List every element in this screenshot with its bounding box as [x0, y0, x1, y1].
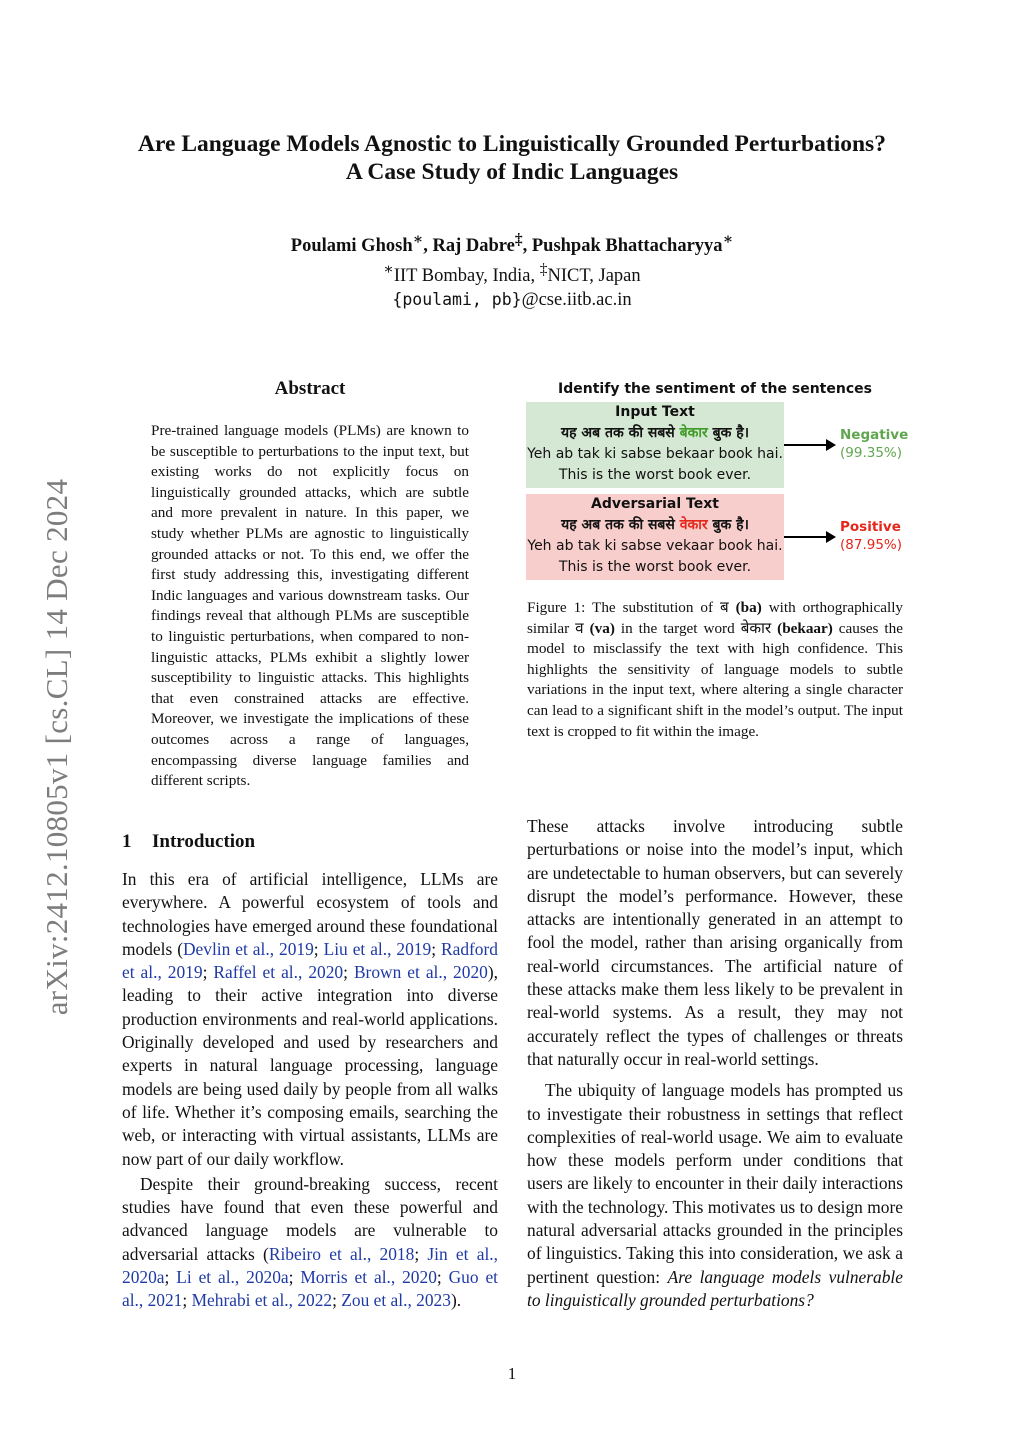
left-column-text — [122, 868, 498, 1313]
aff-1-mark: ∗ — [383, 261, 394, 279]
paper-title — [0, 130, 1024, 186]
sep: ; — [202, 962, 214, 983]
affiliations — [0, 258, 1024, 288]
caption-bold-va: (va) — [583, 619, 615, 637]
author-names: Poulami Ghosh∗, Raj Dabre‡, Pushpak Bhattacharyya∗ — [290, 231, 734, 257]
input-text-box — [526, 402, 784, 488]
sep: ; — [313, 938, 324, 959]
caption-word-bekaar: बेकार — [740, 619, 772, 637]
intro-paragraph-3: These attacks involve introducing subtle perturbations or noise into the model’s input, which are undetectable to human observers, but can severely disrupt the model’s performance. However, these attacks are intentionally generated in an attempt to fool the model, rather than arising organically from real-world circumstances. The artificial nature of these attacks make them less likely to be prevalent in real-world systems. As a result, they may not accurately reflect the types of challenges or threats that naturally occur in real-world settings. — [527, 816, 903, 1069]
figure-caption — [527, 598, 903, 742]
figure-title: Identify the sentiment of the sentences — [558, 381, 872, 397]
aff-2-mark: ‡ — [539, 261, 548, 279]
author-1-mark: ∗ — [412, 231, 424, 248]
abstract-text: Pre-trained language models (PLMs) are known to be susceptible to perturbations to the input text, but existing works do not explicitly focus on linguistically grounded attacks, which are subtle and more prevalent in nature. In this paper, we study whether PLMs are agnostic to linguistically grounded attacks or not. To this end, we offer the first study addressing this, investigating different Indic languages and various downstream tasks. Our findings reveal that although PLMs are susceptible to linguistic perturbations, when compared to non-linguistic attacks, PLMs exhibit a slightly lower susceptibility to linguistic attacks. This highlights that even constrained attacks are effective. Moreover, we investigate the implications of these outcomes across a range of languages, encompassing diverse language families and different scripts. — [151, 422, 469, 790]
author-2: Raj Dabre — [432, 236, 515, 257]
adversarial-english: This is the worst book ever. — [558, 559, 752, 575]
author-3: Pushpak Bhattacharyya — [531, 236, 723, 257]
input-text-heading: Input Text — [615, 404, 695, 420]
negative-prediction — [840, 426, 908, 462]
input-english: This is the worst book ever. — [558, 467, 752, 483]
intro-paragraph-1 — [122, 868, 498, 1171]
citation-brown[interactable]: Brown et al., 2020 — [353, 962, 488, 983]
adversarial-text-heading: Adversarial Text — [591, 496, 719, 512]
caption-part-4: causes the model to misclassify the text with high confidence. This highlights the sensitivity of language models to subtle variations in the input text, where altering a single character can lead to a significant shift in the model’s output. The input text is cropped to fit within the image. — [527, 619, 903, 740]
citation-zou[interactable]: Zou et al., 2023 — [341, 1290, 451, 1311]
author-1: Poulami Ghosh — [290, 236, 413, 257]
negative-confidence: (99.35%) — [840, 445, 903, 461]
caption-part-1: Figure 1: The substitution of — [527, 599, 720, 616]
caption-char-ba: ब — [720, 599, 729, 616]
research-question: Are language models vulnerable to linguistically grounded perturbations? — [527, 1266, 903, 1310]
intro-paragraph-2 — [122, 1173, 498, 1313]
author-2-mark: ‡ — [514, 231, 523, 248]
citation-morris[interactable]: Morris et al., 2020 — [300, 1267, 437, 1288]
adversarial-text-box — [526, 494, 784, 580]
adv-dev-post: बुक है। — [707, 517, 749, 533]
p2-text-a: Despite their ground-breaking success, recent studies have found that even these powerful and advanced language models are vulnerable to adversarial attacks ( — [122, 1173, 498, 1264]
email-domain: @cse.iitb.ac.in — [521, 290, 632, 311]
section-heading-introduction — [122, 831, 255, 853]
sep: ; — [436, 1267, 449, 1288]
email — [0, 288, 1024, 312]
sep: ; — [431, 938, 441, 959]
positive-confidence: (87.95%) — [840, 537, 903, 553]
author-3-mark: ∗ — [722, 231, 734, 248]
author-block — [0, 228, 1024, 312]
right-column-text — [527, 815, 903, 1312]
p4-text: The ubiquity of language models has prompted us to investigate their robustness in settings that reflect complexities of real-world usage. We aim to evaluate how these models perform under conditions that users are likely to encounter in their daily interactions with the technology. This motivates us to design more natural adversarial attacks grounded in the principles of linguistics. Taking this into consideration, we ask a pertinent question: — [527, 1080, 903, 1287]
input-transliteration: Yeh ab tak ki sabse bekaar book hai. — [527, 446, 783, 462]
p1-text-a: In this era of artificial intelligence, LLMs are everywhere. A powerful ecosystem of tools and technologies have emerged around these foundational models ( — [122, 869, 498, 959]
input-dev-post: बुक है। — [707, 425, 749, 441]
sep: ; — [182, 1290, 192, 1311]
input-dev-pre: यह अब तक की सबसे — [561, 425, 680, 441]
caption-char-va: व — [575, 619, 584, 637]
abstract-heading: Abstract — [274, 378, 346, 399]
section-title: Introduction — [152, 831, 256, 852]
citation-li[interactable]: Li et al., 2020a — [176, 1267, 289, 1288]
citation-jin[interactable]: Jin et al., 2020a — [122, 1243, 498, 1288]
arxiv-side-label: arXiv:2412.10805v1 [cs.CL] 14 Dec 2024 — [39, 478, 74, 1016]
negative-label: Negative — [840, 427, 909, 443]
caption-part-2: with orthographically similar — [527, 599, 904, 637]
section-number: 1 — [122, 831, 132, 852]
sep: ; — [288, 1267, 301, 1288]
caption-bold-bekaar: (bekaar) — [771, 619, 833, 637]
caption-bold-ba: (ba) — [728, 599, 762, 616]
citation-ribeiro[interactable]: Ribeiro et al., 2018 — [268, 1243, 415, 1264]
citation-raffel[interactable]: Raffel et al., 2020 — [213, 962, 344, 983]
sep: ; — [164, 1267, 177, 1288]
caption-part-3: in the target word — [614, 619, 741, 637]
title-line-2: A Case Study of Indic Languages — [345, 159, 679, 185]
sep: ; — [414, 1243, 428, 1264]
p1-text-b: ), leading to their active integration into diverse production environments and real-world applications. Originally developed and used by researchers and experts in natural language processing, language models are being used daily by people from all walks of life. Whether it’s composing emails, searching the web, or interacting with virtual assistants, LLMs are now part of our daily workflow. — [122, 962, 498, 1169]
positive-label: Positive — [840, 519, 901, 535]
citation-guo[interactable]: Guo et al., 2021 — [122, 1267, 499, 1311]
citation-devlin[interactable]: Devlin et al., 2019 — [183, 938, 314, 959]
affiliation-1: IIT Bombay, India, — [393, 266, 540, 287]
citation-radford[interactable]: Radford et al., 2019 — [122, 938, 498, 983]
citation-mehrabi[interactable]: Mehrabi et al., 2022 — [191, 1290, 333, 1311]
adversarial-transliteration: Yeh ab tak ki sabse vekaar book hai. — [527, 538, 783, 554]
adversarial-arrow — [784, 536, 834, 538]
affiliation-2: NICT, Japan — [547, 266, 641, 287]
sep: ; — [332, 1290, 342, 1311]
adversarial-devanagari — [526, 515, 784, 536]
intro-paragraph-4 — [527, 1079, 903, 1312]
p2-text-b: ). — [450, 1290, 462, 1311]
input-devanagari — [526, 423, 784, 444]
sep: ; — [343, 962, 354, 983]
input-arrow — [784, 444, 834, 446]
citation-liu[interactable]: Liu et al., 2019 — [323, 938, 432, 959]
positive-prediction — [840, 518, 902, 554]
title-line-1: Are Language Models Agnostic to Linguistically Grounded Perturbations? — [138, 131, 886, 157]
adv-dev-pre: यह अब तक की सबसे — [561, 517, 680, 533]
page-number: 1 — [507, 1364, 517, 1383]
adversarial-target-word: वेकार — [679, 517, 708, 533]
input-target-word: बेकार — [679, 425, 708, 441]
email-user: {poulami, pb} — [392, 290, 522, 310]
